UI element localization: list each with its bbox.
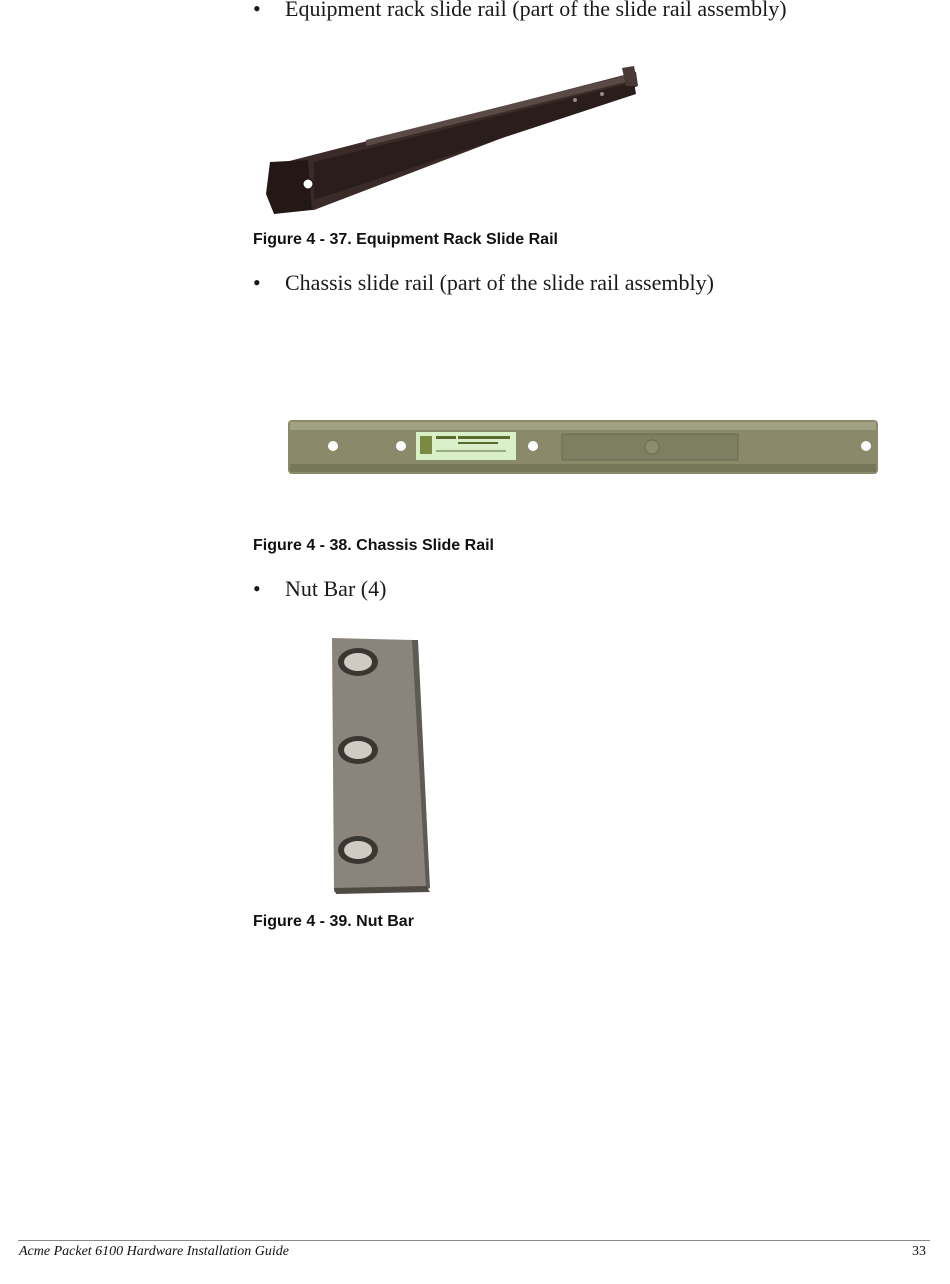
bullet-marker: •: [253, 270, 261, 295]
bullet-marker: •: [253, 0, 261, 21]
bullet-item-chassis-rail: [253, 271, 714, 295]
bullet-marker: •: [253, 576, 261, 601]
footer-document-title: Acme Packet 6100 Hardware Installation Guide: [19, 1244, 289, 1259]
chassis-slide-rail-image: [286, 418, 880, 476]
bullet-item-nut-bar: [253, 577, 386, 601]
bullet-text: Equipment rack slide rail (part of the slide rail assembly): [285, 0, 787, 21]
figure-caption-39: Figure 4 - 39. Nut Bar: [253, 913, 414, 930]
equipment-rack-slide-rail-image: [262, 62, 646, 222]
figure-caption-38: Figure 4 - 38. Chassis Slide Rail: [253, 537, 494, 554]
figure-caption-37: Figure 4 - 37. Equipment Rack Slide Rail: [253, 231, 558, 248]
bullet-text: Chassis slide rail (part of the slide rail assembly): [285, 270, 714, 295]
bullet-item-rack-rail: [253, 0, 787, 21]
bullet-text: Nut Bar (4): [285, 576, 387, 601]
footer-divider: [18, 1240, 930, 1241]
footer-page-number: 33: [912, 1244, 926, 1259]
nut-bar-image: [326, 634, 432, 896]
